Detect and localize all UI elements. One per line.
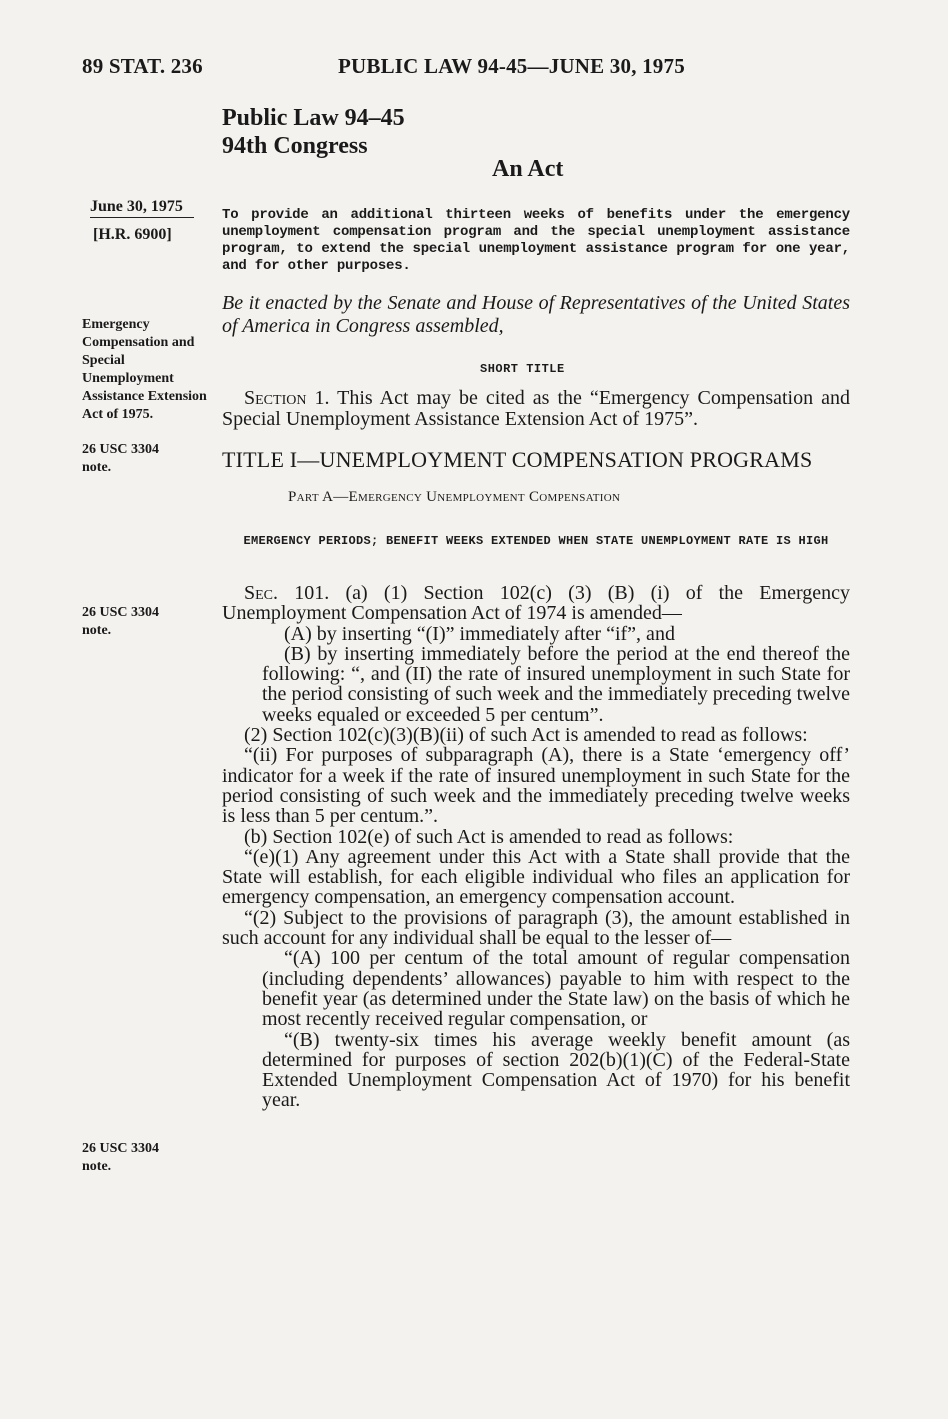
paragraph [222,583,850,624]
section-1-text: 1. This Act may be cited as the “Emergency Compensation and Special Unemployment Assistance Extension Act of 1975”. [222,387,850,430]
usc-note-label: note. [82,1159,112,1174]
paragraph: “(2) Subject to the provisions of paragraph (3), the amount established in such account for any individual shall be equal to the lesser of— [222,906,850,950]
usc-citation: 26 USC 3304 [82,1141,160,1156]
section-101-body [222,583,850,1111]
margin-date [90,198,194,218]
stat-citation: 89 STAT. 236 [82,54,203,78]
paragraph: “(A) 100 per centum of the total amount of regular compensation (including dependents’ allowances) payable to him with respect to the benefit year (as determined under the State law) on the basis of which he most recently received regular compensation, or [262,947,850,1031]
title-1-heading: TITLE I—UNEMPLOYMENT COMPENSATION PROGRAMS [222,447,813,472]
paragraph: (b) Section 102(e) of such Act is amended to read as follows: [244,825,734,848]
paragraph: “(ii) For purposes of subparagraph (A), there is a State ‘emergency off’ indicator for a week if the rate of insured unemployment in such State for the period consisting of such week and the immediately preceding twelve weeks is less than 5 per centum.”. [222,744,850,828]
paragraph: “(B) twenty-six times his average weekly benefit amount (as determined for purposes of section 202(b)(1)(C) of the Federal-State Extended Unemployment Compensation Act of 1970) for his benefit year. [262,1028,850,1112]
an-act-heading: An Act [492,156,564,182]
paragraph-text: 101. (a) (1) Section 102(c) (3) (B) (i) of the Emergency Unemployment Compensation Act of 1974 is amended— [222,582,850,625]
usc-note-label: note. [82,460,112,475]
part-a-heading: Part A—Emergency Unemployment Compensation [288,489,621,505]
margin-short-title-note: Emergency Compensation and Special Unemployment Assistance Extension Act of 1975. [82,317,207,422]
margin-usc-note-2 [82,604,207,640]
margin-usc-note-3 [82,1140,207,1176]
sec-label: Sec. [244,582,279,604]
margin-usc-note-1 [82,441,207,477]
law-number: Public Law 94–45 [222,105,405,131]
date-rule [90,217,194,218]
paragraph: (A) by inserting “(I)” immediately after “if”, and [284,622,675,645]
enacting-clause: Be it enacted by the Senate and House of Representatives of the United States of America in Congress assembled, [222,292,850,337]
usc-citation: 26 USC 3304 [82,605,160,620]
short-title-heading: SHORT TITLE [480,362,565,376]
paragraph: (2) Section 102(c)(3)(B)(ii) of such Act is amended to read as follows: [244,724,808,747]
usc-note-label: note. [82,623,112,638]
law-title-block [222,104,405,160]
running-title: PUBLIC LAW 94-45—JUNE 30, 1975 [338,54,685,78]
section-label: Section [244,387,307,409]
enactment-date: June 30, 1975 [90,198,183,215]
purpose-text: To provide an additional thirteen weeks of benefits under the emergency unemployment compensation program and the special unemployment assistance program, to extend the special unemployment assistance program for one year, and for other purposes. [222,207,850,274]
section-subheading: EMERGENCY PERIODS; BENEFIT WEEKS EXTENDED WHEN STATE UNEMPLOYMENT RATE IS HIGH [243,534,829,548]
bill-number: [H.R. 6900] [93,226,172,243]
congress: 94th Congress [222,133,368,159]
paragraph: (B) by inserting immediately before the period at the end thereof the following: “, and (II) the rate of insured unemployment in such State for the period consisting of such week and the immediately preceding twelve weeks equaled or exceeded 5 per centum”. [262,642,850,726]
section-1 [222,388,850,430]
paragraph: “(e)(1) Any agreement under this Act with a State shall provide that the State will establish, for each eligible individual who files an application for emergency compensation, an emergency compensation account. [222,845,850,909]
usc-citation: 26 USC 3304 [82,442,160,457]
